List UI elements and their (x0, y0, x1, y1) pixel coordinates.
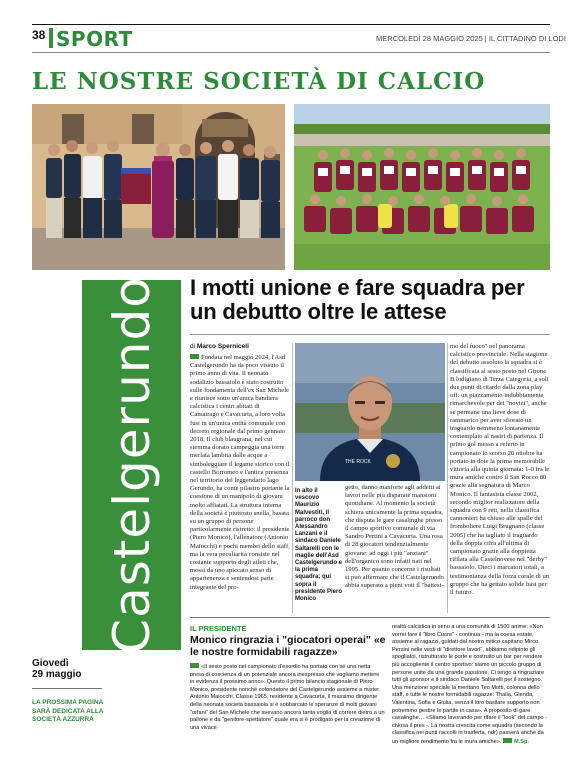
byline-author: Marco Sperniceli (196, 343, 249, 350)
article-column-2: getto, danno manforte agli addetti ai lavori nelle più disparate mansioni quotidiane. Al momento la società schiera unicamente la prima squadra, che disputa le gare casalinghe presso il campo sportivo comunale di via Sandro Pertini a Cavacurta. Una rosa di 28 giocatori tendenzialmente giovane: ad oggi i più "anziani" dell'organico sono infatti nati nel 1995. Per quanto concerne i risultati si può affermare che il Castelgerundo abbia superato a pieni voti il "battesi- (345, 484, 444, 590)
header-divider (32, 52, 550, 53)
column-divider-2 (447, 343, 448, 613)
team-photo-field[interactable] (294, 104, 550, 270)
club-name-vertical (82, 276, 181, 654)
club-name-text: Castelgerundo (102, 276, 161, 654)
box-kicker: IL PRESIDENTE (190, 624, 247, 633)
article-column-3: mo del fuoco" nel panorama calcistico provinciale. Nella stagione del debutto assoluto la squadra si è classificata al sesto posto nel Girone B lodigiano di Terza Categoria, a soli due punti di ritardo dalla zona play off: un piazzamento indubbiamente rimarchevole per dei "novizi", anche se permane una lieve dose di rammarico per aver sfiorato un traguardo nemmeno lontanamente contemplato al nastri di partenza. Il primo gol messo a referto in campionato lo scorso 20 ottobre ha portato in dote la prima memorabile vittoria alla quinta giornata: 1-0 fra le mura amiche contro il San Rocco 80 grazie alla segnatura di Marco Monico. Il fantasista classe 2002, secondo miglior realizzatore della squadra con 9 reti, nella classifica cannonieri ha chiuso alle spalle del fromboliere Luigi Brugnano (classe 2005) che ha tagliato il traguardo della doppia cifra all'ultima di campionato grazie alla doppietta rifilata alla Castelnovese nel "derby" bassaiolo. Dieci i marcatori totali, a testimonianza della forza corale di un gruppo che ha gettato solide basi per il futuro. (450, 343, 550, 597)
president-portrait-image (295, 343, 445, 481)
box-signature: M.Sp. (514, 738, 529, 745)
box-divider (190, 617, 550, 618)
group-photo-church[interactable] (32, 104, 285, 270)
portrait-badge: THE ROCK (345, 459, 371, 465)
column-divider-1 (292, 343, 293, 613)
group-photo-church-image (32, 104, 285, 270)
dateline: MERCOLEDÌ 28 MAGGIO 2025 | IL CITTADINO DI LODI (376, 34, 566, 43)
next-issue-day: Giovedì (32, 658, 69, 669)
lead-marker (190, 354, 199, 359)
box-title: Monico ringrazia i "giocatori operai" «e le nostre formidabili ragazze» (190, 634, 386, 658)
box-column-2 (392, 624, 550, 747)
box-column-1-text: «Il sesto posto nel campionato d'esordio ha portato con sé una netta presa di coscienza di un potenziale ancora inespresso che vogliamo mettere in evidenza il prossimo anno». Questo il primo bilancio stagionale di Piero Monico, presidente nonché cofondatore del Castelgerundo assieme a mister Antonio Maiocchi. Classe 1965, residente a Cavacurta, il massimo dirigente della neonata società bassaiola si è sobbarcato le speranze di molti giovani "orfani" del San Michele che avevano ancora tanta voglia di correre dietro a un pallone e da "genitore-spettatore" quale era si è prodigato per la creazione di una vivace (190, 664, 385, 731)
byline (190, 343, 249, 350)
article-column-1-text: Fondata nel maggio 2024, l'Asd Castelgerundo ha da poco vissuto il primo anno di vita. Il neonato sodalizio bassaiolo è stato costruito sulle fondamenta dell'ex San Michele e riunisce sotto un'unica bandiera calcistica i centri abitati di Camairago e Cavacurta, a loro volta fusi in un'unica entità comunale con decreto regionale dal primo gennaio 2018. Il club blaugrana, nel cui stemma dorato campeggia una torre merlata lambita dalle acque a simboleggiare il legame storico con il castello Borromeo e l'antica presenza nel territorio del leggendario lago Gerundo, ha come pilastro portante la coesione di un manipolo di giovani molto affiatati. La struttura interna della società è piuttosto snella, basata su un gruppo di persone particolarmente ristretto: il presidente (Piero Monico), l'allenatore (Antonio Maiocchi) e pochi membri dello staff, ma la vera peculiarità consiste nel costante supporto degli atleti che, mossi da uno spiccato senso di appartenenza e sentendosi parte integrante del pro- (190, 354, 290, 591)
byline-prefix: di (190, 343, 196, 350)
next-issue-date (32, 658, 102, 680)
headline-divider (190, 334, 550, 335)
header-top-rule (32, 24, 550, 25)
page-title: LE NOSTRE SOCIETÀ DI CALCIO (32, 68, 486, 95)
section-marker (49, 28, 53, 48)
next-issue-daymonth: 29 maggio (32, 669, 82, 680)
box-column-2-text: realtà calcistica in seno a una comunità di 1500 anime: «Non vorrei fare il "libro Cuore" - continua - ma la coesa estate, assieme ai ragazzi, guidati dal nostro mitico capitano Mirco Persini nelle vesti di "direttore lavori", abbiamo ridipinto gli spogliatoi, ristrutturato le porte e costruito un bar per rendere più accogliente il centro sportivo: siamo un piccolo gruppo di persone unite da una grande passione. Ci tengo a ringraziare tutti gli sponsor e il sindaco Daniele Saltarelli per il sostegno. Una menzione speciale la meritano Teo Motti, colonna dello staff, e tutte le nostre formidabili ragazze: Thalia, Glenda, Valentina, Sofia e Giulia, senza il loro basilare supporto non potremmo gestire le partite in casa». A proposito di gare casalinghe… «Stiamo lavorando per rifare il "look" del campo - chiosa il pres -. La nostra crescita come squadra (secondo la classifica nei punti raccolti in trasferta, ndr) passerà anche da un migliore rendimento fra le mura amiche». (392, 624, 548, 745)
side-divider (32, 688, 102, 689)
president-portrait[interactable] (295, 343, 445, 481)
end-marker (503, 738, 512, 743)
team-photo-field-image (294, 104, 550, 270)
article-column-1 (190, 354, 290, 592)
page-number: 38 (32, 28, 46, 42)
section-title[interactable]: SPORT (56, 27, 133, 51)
next-issue-note: LA PROSSIMA PAGINA SARÀ DEDICATA ALLA SOCIETÀ AZZURRA (32, 699, 104, 723)
article-headline: I motti unione e fare squadra per un debutto oltre le attese (190, 275, 525, 324)
photo-caption: In alto il vescovo Maurizio Malvestiti, il parroco don Alessandro Lanzani e il sindaco Daniele Saltarelli con le maglie dell'Asd Castelgerundo e la prima squadra; qui sopra il presidente Piero Monico (295, 488, 343, 603)
box-column-1 (190, 663, 385, 732)
box-lead-marker (190, 663, 199, 668)
